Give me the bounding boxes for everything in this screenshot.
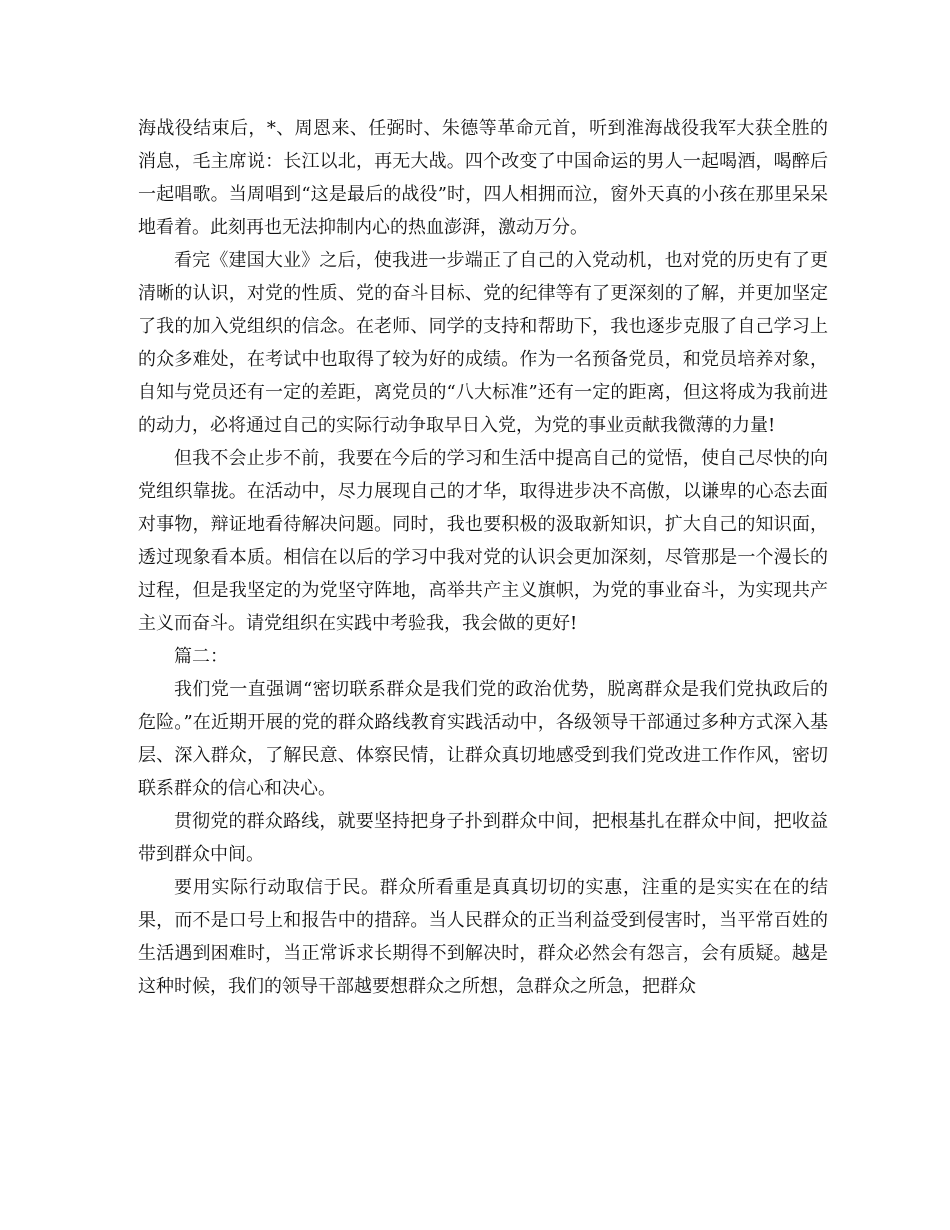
paragraph-mass-line: 我们党一直强调“密切联系群众是我们党的政治优势，脱离群众是我们党执政后的危险。”在近期开展的党的群众路线教育实践活动中，各级领导干部通过多种方式深入基层、深入群众，了解民意、体察民情，让群众真切地感受到我们党改进工作作风，密切联系群众的信心和决心。	[138, 679, 828, 799]
paragraph-resolution: 但我不会止步不前，我要在今后的学习和生活中提高自己的觉悟，使自己尽快的向党组织靠拢。在活动中，尽力展现自己的才华，取得进步决不高傲，以谦卑的心态去面对事物，辩证地看待解决问题。同时，我也要积极的汲取新知识，扩大自己的知识面，透过现象看本质。相信在以后的学习中我对党的认识会更加深刻，尽管那是一个漫长的过程，但是我坚定的为党坚守阵地，高举共产主义旗帜，为党的事业奋斗，为实现共产主义而奋斗。请党组织在实践中考验我，我会做的更好!	[138, 448, 828, 634]
paragraph-action: 要用实际行动取信于民。群众所看重是真真切切的实惠，注重的是实实在在的结果，而不是口号上和报告中的措辞。当人民群众的正当利益受到侵害时，当平常百姓的生活遇到困难时，当正常诉求长期得不到解决时，群众必然会有怨言，会有质疑。越是这种时候，我们的领导干部越要想群众之所想，急群众之所急，把群众	[138, 877, 828, 997]
paragraph-implement: 贯彻党的群众路线，就要坚持把身子扑到群众中间，把根基扎在群众中间，把收益带到群众中间。	[138, 811, 828, 865]
paragraph-reflection: 看完《建国大业》之后，使我进一步端正了自己的入党动机，也对党的历史有了更清晰的认识，对党的性质、党的奋斗目标、党的纪律等有了更深刻的了解，并更加坚定了我的加入党组织的信念。在老师、同学的支持和帮助下，我也逐步克服了自己学习上的众多难处，在考试中也取得了较为好的成绩。作为一名预备党员，和党员培养对象，自知与党员还有一定的差距，离党员的“八大标准”还有一定的距离，但这将成为我前进的动力，必将通过自己的实际行动争取早日入党，为党的事业贡献我微薄的力量!	[138, 250, 828, 436]
section-heading-part-two: 篇二：	[174, 646, 228, 667]
document-body	[138, 112, 828, 1003]
paragraph-continuation: 海战役结束后，*、周恩来、任弼时、朱德等革命元首，听到淮海战役我军大获全胜的消息，毛主席说：长江以北，再无大战。四个改变了中国命运的男人一起喝酒，喝醉后一起唱歌。当周唱到“这是最后的战役”时，四人相拥而泣，窗外天真的小孩在那里呆呆地看着。此刻再也无法抑制内心的热血澎湃，激动万分。	[138, 118, 828, 238]
